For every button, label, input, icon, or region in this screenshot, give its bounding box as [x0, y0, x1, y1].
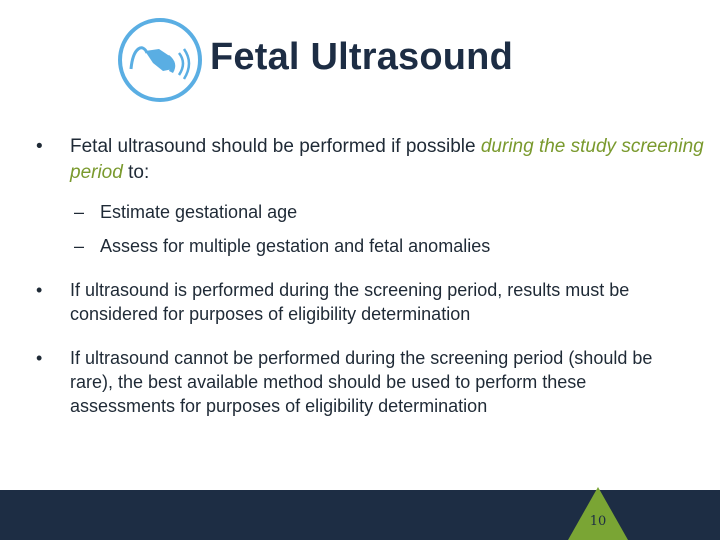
bullet-text [70, 134, 710, 186]
sub-bullet-text: Assess for multiple gestation and fetal anomalies [100, 236, 491, 256]
bullet-marker: • [36, 280, 43, 300]
page-title: Fetal Ultrasound [210, 36, 514, 78]
bullet-text: If ultrasound is performed during the screening period, results must be considered for purposes of eligibility determination [70, 280, 630, 324]
bullet-marker: • [36, 348, 43, 368]
bullet-emphasis: during the study screening period [70, 136, 704, 183]
bullet-text-start: Fetal ultrasound should be performed if possible [70, 136, 481, 157]
sub-bullet-marker: – [74, 202, 85, 222]
bullet-item [36, 346, 670, 418]
bullet-item [36, 278, 690, 326]
sub-bullet-marker: – [74, 236, 85, 256]
bullet-text: If ultrasound cannot be performed during the screening period (should be rare), the best available method should be used to perform these assessments for purposes of eligibility determination [70, 348, 653, 416]
bullet-text-end: to: [122, 162, 150, 183]
sub-bullet-item [74, 200, 297, 224]
page-number: 10 [589, 514, 607, 529]
ultrasound-probe-icon [117, 17, 203, 103]
sub-bullet-item [74, 234, 490, 258]
bullet-marker: • [36, 136, 43, 157]
bullet-item [36, 134, 710, 186]
sub-bullet-text: Estimate gestational age [100, 202, 298, 222]
